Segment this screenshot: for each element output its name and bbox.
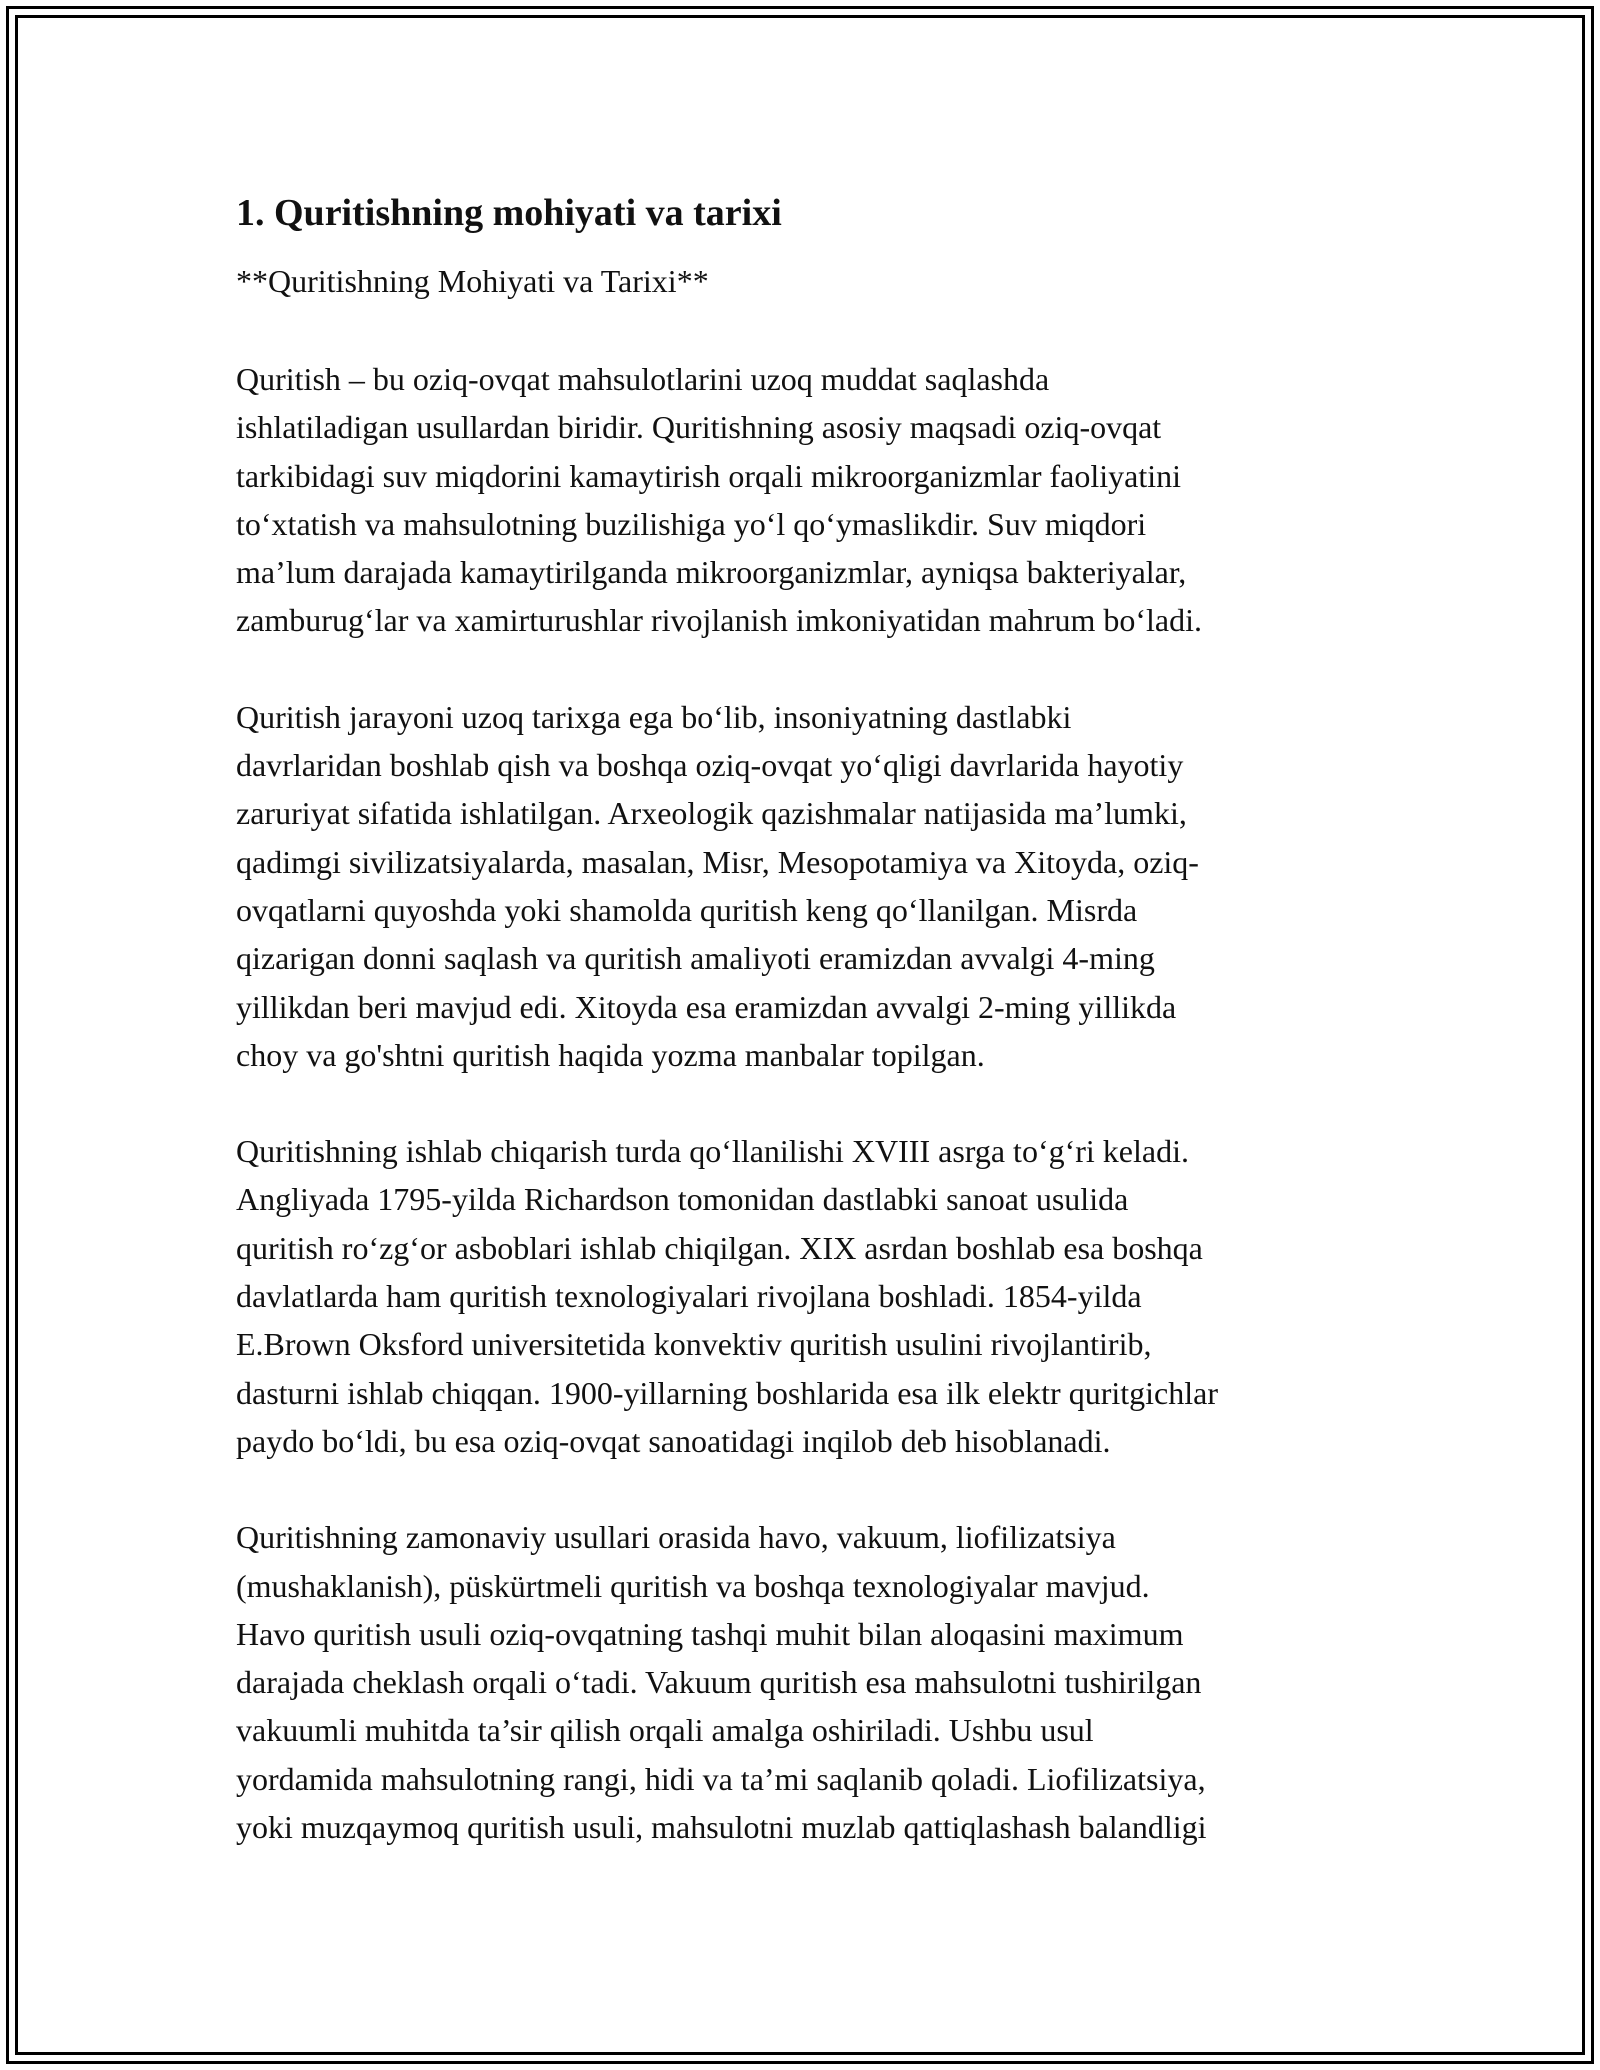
text-line: tarkibidagi suv miqdorini kamaytirish orqali mikroorganizmlar faoliyatini <box>236 457 1181 494</box>
text-line: ishlatiladigan usullardan biridir. Quritishning asosiy maqsadi oziq-ovqat <box>236 409 1162 446</box>
text-line: yillikdan beri mavjud edi. Xitoyda esa eramizdan avvalgi 2-ming yillikda <box>236 988 1177 1025</box>
paragraph <box>236 693 1366 1079</box>
text-line: Angliyada 1795-yilda Richardson tomonidan dastlabki sanoat usulida <box>236 1181 1129 1218</box>
text-line: Quritish jarayoni uzoq tarixga ega bo‘lib, insoniyatning dastlabki <box>236 698 1072 735</box>
text-line: ma’lum darajada kamaytirilganda mikroorganizmlar, ayniqsa bakteriyalar, <box>236 554 1187 591</box>
text-line: to‘xtatish va mahsulotning buzilishiga yo‘l qo‘ymaslikdir. Suv miqdori <box>236 505 1147 542</box>
text-line: Quritishning ishlab chiqarish turda qo‘llanilishi XVIII asrga to‘g‘ri keladi. <box>236 1133 1189 1170</box>
text-line: E.Brown Oksford universitetida konvektiv quritish usulini rivojlantirib, <box>236 1326 1152 1363</box>
text-line: davrlaridan boshlab qish va boshqa oziq-ovqat yo‘qligi davrlarida hayotiy <box>236 747 1184 784</box>
text-line: davlatlarda ham quritish texnologiyalari rivojlana boshladi. 1854-yilda <box>236 1278 1142 1315</box>
text-line: zamburug‘lar va xamirturushlar rivojlanish imkoniyatidan mahrum bo‘ladi. <box>236 602 1202 639</box>
text-line: qadimgi sivilizatsiyalarda, masalan, Misr, Mesopotamiya va Xitoyda, oziq- <box>236 843 1199 880</box>
text-line: yordamida mahsulotning rangi, hidi va ta’mi saqlanib qoladi. Liofilizatsiya, <box>236 1760 1206 1797</box>
text-line: zaruriyat sifatida ishlatilgan. Arxeologik qazishmalar natijasida ma’lumki, <box>236 795 1187 832</box>
text-line: dasturni ishlab chiqqan. 1900-yillarning boshlarida esa ilk elektr quritgichlar <box>236 1374 1218 1411</box>
text-line: (mushaklanish), püskürtmeli quritish va boshqa texnologiyalar mavjud. <box>236 1567 1150 1604</box>
paragraph <box>236 1513 1366 1851</box>
text-line: vakuumli muhitda ta’sir qilish orqali amalga oshiriladi. Ushbu usul <box>236 1712 1094 1749</box>
section-heading: 1. Quritishning mohiyati va tarixi <box>236 192 782 234</box>
text-line: ovqatlarni quyoshda yoki shamolda quritish keng qo‘llanilgan. Misrda <box>236 891 1138 928</box>
paragraph <box>236 355 1366 645</box>
text-line: Quritishning zamonaviy usullari orasida havo, vakuum, liofilizatsiya <box>236 1519 1116 1556</box>
paragraph <box>236 1127 1366 1465</box>
document-body <box>236 180 1366 1851</box>
text-line: Havo quritish usuli oziq-ovqatning tashqi muhit bilan aloqasini maximum <box>236 1615 1184 1652</box>
text-line: Quritish – bu oziq-ovqat mahsulotlarini uzoq muddat saqlashda <box>236 361 1050 397</box>
text-line: paydo bo‘ldi, bu esa oziq-ovqat sanoatidagi inqilob deb hisoblanadi. <box>236 1422 1111 1459</box>
text-line: yoki muzqaymoq quritish usuli, mahsulotni muzlab qattiqlashash balandligi <box>236 1809 1207 1846</box>
text-line: darajada cheklash orqali o‘tadi. Vakuum quritish esa mahsulotni tushirilgan <box>236 1664 1202 1701</box>
text-line: choy va go'shtni quritish haqida yozma manbalar topilgan. <box>236 1036 985 1073</box>
text-line: quritish ro‘zg‘or asboblari ishlab chiqilgan. XIX asrdan boshlab esa boshqa <box>236 1229 1203 1266</box>
text-line: qizarigan donni saqlash va quritish amaliyoti eramizdan avvalgi 4-ming <box>236 940 1155 977</box>
section-subtitle: **Quritishning Mohiyati va Tarixi** <box>236 263 709 299</box>
